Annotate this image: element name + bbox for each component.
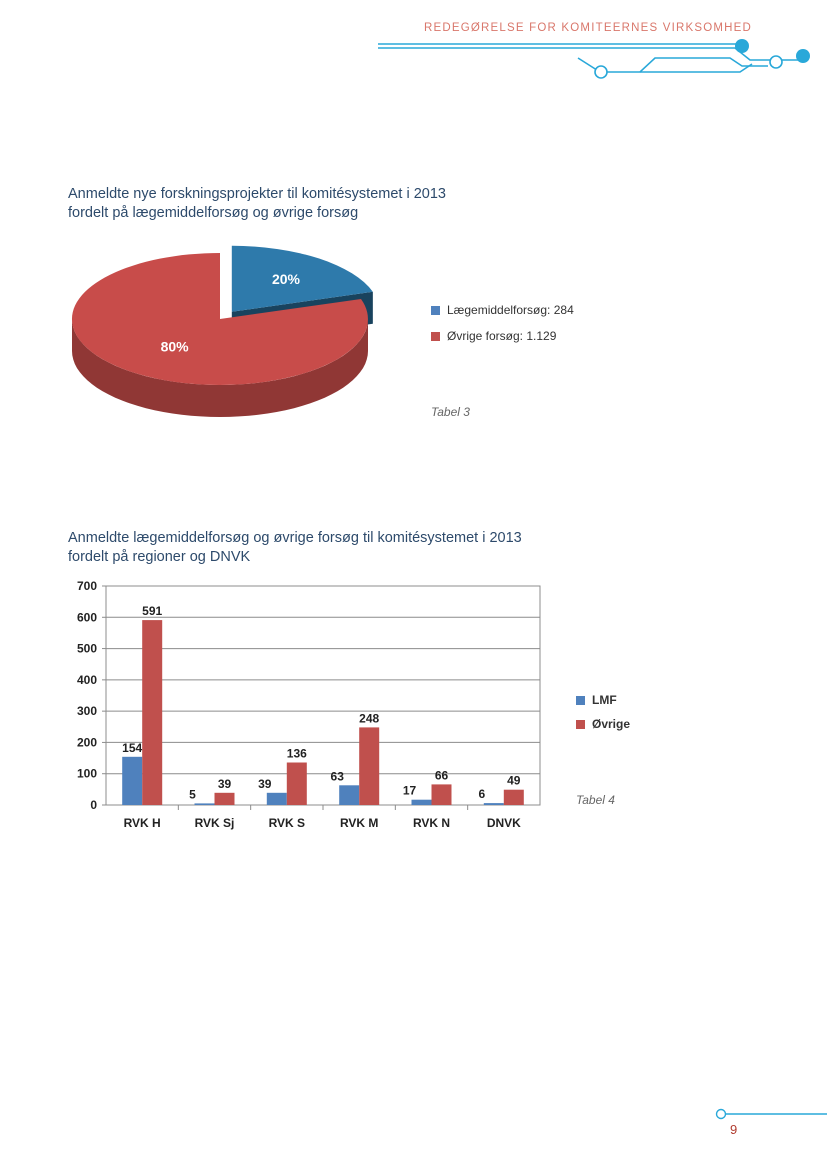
bar-legend-lmf	[576, 693, 617, 707]
bar-lmf	[339, 785, 359, 805]
pie-legend-ovrige-swatch	[431, 332, 440, 341]
x-tick-label: RVK H	[123, 816, 161, 830]
bar-lmf	[122, 757, 142, 805]
bar-title-line2: fordelt på regioner og DNVK	[68, 549, 251, 565]
y-tick-label: 0	[90, 798, 97, 812]
y-tick-label: 600	[76, 610, 97, 625]
bar-legend-ovrige-label: Øvrige	[592, 717, 631, 731]
bar-ovrige	[142, 620, 162, 805]
data-label: 154	[122, 740, 143, 755]
pie-legend-ovrige	[431, 329, 556, 343]
y-tick-label: 300	[76, 704, 97, 719]
data-label: 5	[189, 787, 196, 802]
bar-chart	[50, 575, 550, 840]
pie-legend-lmf	[431, 303, 574, 317]
pie-legend-ovrige-label: Øvrige forsøg: 1.129	[447, 329, 557, 343]
bar-ovrige	[504, 790, 524, 805]
data-label: 39	[258, 776, 272, 791]
y-tick-label: 700	[76, 579, 97, 593]
circuit-dot-icon	[717, 1110, 726, 1119]
pie-chart	[60, 235, 400, 445]
bar-lmf	[412, 800, 432, 805]
bar-ovrige	[432, 784, 452, 805]
data-label: 39	[217, 776, 232, 791]
bar-chart-title	[68, 529, 522, 567]
data-label: 66	[434, 768, 449, 783]
bar-ovrige	[287, 763, 307, 806]
x-tick-label: RVK M	[339, 816, 379, 830]
pie-percent-label-1: 80%	[160, 338, 189, 355]
pie-legend-lmf-label: Lægemiddelforsøg: 284	[447, 303, 574, 317]
bar-legend-ovrige	[576, 717, 630, 731]
circuit-decoration-top	[0, 0, 827, 90]
circuit-dot-icon	[796, 49, 810, 63]
x-tick-label: DNVK	[486, 816, 521, 830]
bar-ovrige	[359, 727, 379, 805]
x-tick-label: RVK Sj	[194, 816, 235, 830]
pie-legend-lmf-swatch	[431, 306, 440, 315]
x-tick-label: RVK N	[412, 816, 451, 830]
bar-legend-lmf-label: LMF	[592, 693, 617, 707]
y-tick-label: 100	[76, 766, 97, 781]
bar-legend-ovrige-swatch	[576, 720, 585, 729]
data-label: 248	[359, 711, 380, 726]
bar-caption: Tabel 4	[576, 793, 615, 807]
header-title: REDEGØRELSE FOR KOMITEERNES VIRKSOMHED	[424, 22, 753, 34]
data-label: 17	[402, 783, 417, 798]
bar-lmf	[267, 793, 287, 805]
data-label: 49	[507, 773, 521, 788]
pie-title-line2: fordelt på lægemiddelforsøg og øvrige forsøg	[68, 205, 359, 221]
bar-title-line1: Anmeldte lægemiddelforsøg og øvrige forsøg til komitésystemet i 2013	[68, 530, 522, 546]
circuit-dot-icon	[735, 39, 749, 53]
plot-area	[106, 586, 540, 805]
y-tick-label: 500	[76, 641, 97, 656]
y-tick-label: 400	[76, 672, 97, 687]
data-label: 591	[142, 604, 163, 619]
bar-ovrige	[215, 793, 235, 805]
page-number: 9	[730, 1122, 738, 1137]
data-label: 6	[478, 787, 486, 802]
pie-caption: Tabel 3	[431, 405, 470, 419]
pie-chart-title	[68, 185, 446, 223]
bar-legend-lmf-swatch	[576, 696, 585, 705]
x-tick-label: RVK S	[268, 816, 306, 830]
pie-title-line1: Anmeldte nye forskningsprojekter til komitésystemet i 2013	[68, 186, 446, 202]
circuit-decoration-bottom	[0, 1100, 827, 1130]
data-label: 63	[330, 769, 344, 784]
bar-lmf	[195, 803, 215, 805]
bar-lmf	[484, 803, 504, 805]
y-tick-label: 200	[76, 735, 97, 750]
pie-percent-label-0: 20%	[271, 270, 301, 287]
data-label: 136	[286, 746, 307, 761]
